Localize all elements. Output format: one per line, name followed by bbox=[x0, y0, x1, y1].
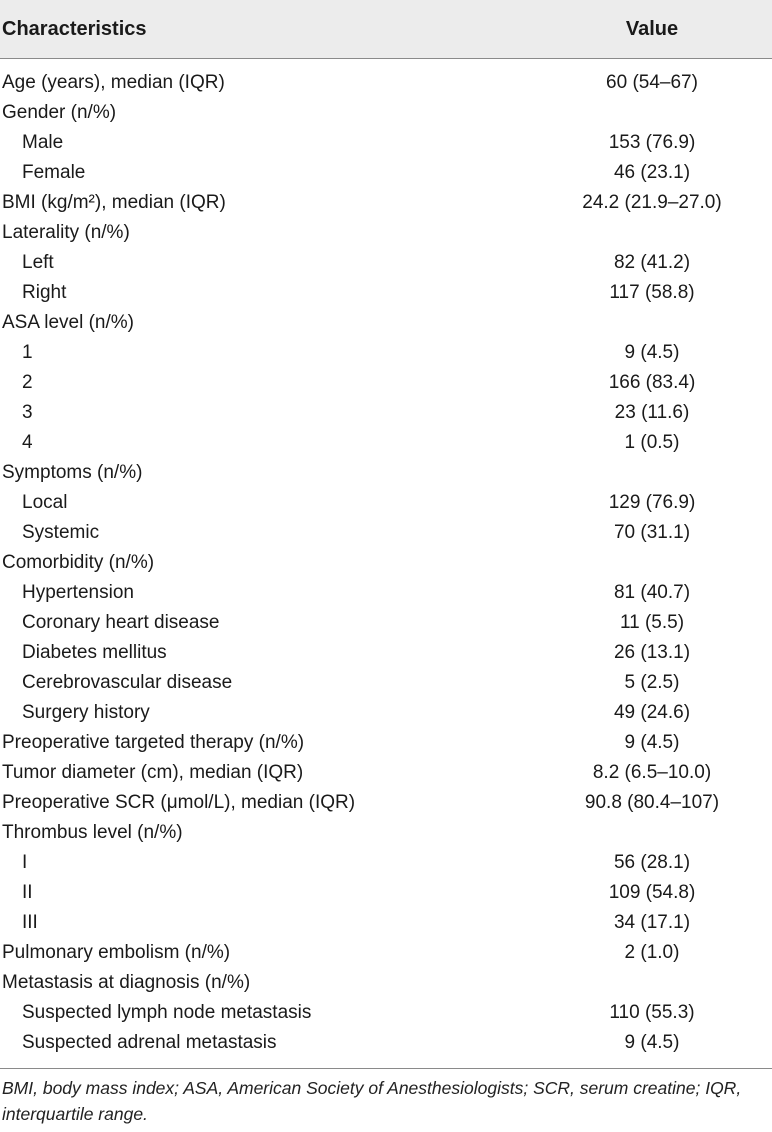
table-row bbox=[0, 818, 772, 848]
row-label: Male bbox=[22, 132, 64, 153]
row-value: 110 (55.3) bbox=[609, 1002, 695, 1023]
row-label: Suspected lymph node metastasis bbox=[22, 1002, 312, 1023]
table-row bbox=[0, 938, 772, 968]
table-header bbox=[0, 0, 772, 58]
row-label: Tumor diameter (cm), median (IQR) bbox=[2, 762, 304, 783]
row-value: 166 (83.4) bbox=[608, 372, 696, 393]
row-value: 117 (58.8) bbox=[609, 282, 695, 303]
table-row bbox=[0, 218, 772, 248]
row-value: 23 (11.6) bbox=[614, 402, 690, 423]
table-footnote: BMI, body mass index; ASA, American Society of Anesthesiologists; SCR, serum creatine; IQR, interquartile range. bbox=[2, 1078, 742, 1124]
row-label: Pulmonary embolism (n/%) bbox=[2, 942, 231, 963]
row-label: Coronary heart disease bbox=[22, 612, 220, 633]
row-value: 2 (1.0) bbox=[624, 942, 680, 963]
table-row bbox=[0, 128, 772, 158]
table-row bbox=[0, 488, 772, 518]
row-value: 24.2 (21.9–27.0) bbox=[582, 192, 722, 213]
table-row bbox=[0, 398, 772, 428]
table-row bbox=[0, 908, 772, 938]
table-row bbox=[0, 188, 772, 218]
row-label: Comorbidity (n/%) bbox=[2, 552, 155, 573]
row-label: I bbox=[22, 852, 28, 873]
row-value: 9 (4.5) bbox=[624, 1032, 680, 1053]
row-value: 46 (23.1) bbox=[613, 162, 691, 183]
table-row bbox=[0, 278, 772, 308]
table-row bbox=[0, 848, 772, 878]
row-value: 8.2 (6.5–10.0) bbox=[592, 762, 712, 783]
table-row bbox=[0, 308, 772, 338]
row-value: 129 (76.9) bbox=[608, 492, 696, 513]
row-label: Right bbox=[22, 282, 67, 303]
row-value: 153 (76.9) bbox=[608, 132, 696, 153]
table-row bbox=[0, 68, 772, 98]
row-label: III bbox=[22, 912, 38, 933]
table-row bbox=[0, 878, 772, 908]
row-label: Suspected adrenal metastasis bbox=[22, 1032, 277, 1053]
row-value: 26 (13.1) bbox=[613, 642, 691, 663]
row-label: Hypertension bbox=[22, 582, 134, 603]
row-label: Symptoms (n/%) bbox=[2, 462, 143, 483]
table-row bbox=[0, 998, 772, 1028]
row-value: 60 (54–67) bbox=[606, 72, 698, 93]
row-label: II bbox=[22, 882, 33, 903]
row-label: Female bbox=[22, 162, 86, 183]
row-label: Age (years), median (IQR) bbox=[2, 72, 225, 93]
row-label: Preoperative SCR (μmol/L), median (IQR) bbox=[2, 792, 356, 813]
table-row bbox=[0, 428, 772, 458]
row-value: 70 (31.1) bbox=[613, 522, 691, 543]
row-value: 109 (54.8) bbox=[608, 882, 696, 903]
row-label: Left bbox=[22, 252, 54, 273]
row-label: Diabetes mellitus bbox=[22, 642, 167, 663]
table-row bbox=[0, 248, 772, 278]
table-row bbox=[0, 1028, 772, 1058]
table-row bbox=[0, 338, 772, 368]
table-row bbox=[0, 758, 772, 788]
value-header: Value bbox=[625, 18, 679, 40]
table-row bbox=[0, 548, 772, 578]
row-label: Laterality (n/%) bbox=[2, 222, 130, 243]
row-label: 2 bbox=[22, 372, 33, 393]
row-value: 9 (4.5) bbox=[624, 732, 680, 753]
row-value: 82 (41.2) bbox=[613, 252, 691, 273]
table-row bbox=[0, 518, 772, 548]
row-label: ASA level (n/%) bbox=[2, 312, 134, 333]
table-body bbox=[0, 68, 772, 1058]
row-label: 1 bbox=[22, 342, 33, 363]
table-row bbox=[0, 458, 772, 488]
table-row bbox=[0, 638, 772, 668]
row-label: Preoperative targeted therapy (n/%) bbox=[2, 732, 305, 753]
row-value: 1 (0.5) bbox=[624, 432, 680, 453]
row-label: Gender (n/%) bbox=[2, 102, 117, 123]
row-label: 4 bbox=[22, 432, 33, 453]
table-row bbox=[0, 668, 772, 698]
row-label: Metastasis at diagnosis (n/%) bbox=[2, 972, 251, 993]
table-row bbox=[0, 158, 772, 188]
table-row bbox=[0, 698, 772, 728]
table-row bbox=[0, 98, 772, 128]
row-label: Cerebrovascular disease bbox=[22, 672, 233, 693]
row-value: 34 (17.1) bbox=[613, 912, 691, 933]
row-label: Local bbox=[22, 492, 68, 513]
table-row bbox=[0, 368, 772, 398]
row-value: 90.8 (80.4–107) bbox=[584, 792, 720, 813]
characteristics-header: Characteristics bbox=[2, 18, 147, 40]
row-label: Surgery history bbox=[22, 702, 150, 723]
row-value: 9 (4.5) bbox=[624, 342, 680, 363]
bottom-rule bbox=[0, 1068, 772, 1069]
row-value: 49 (24.6) bbox=[613, 702, 691, 723]
table-row bbox=[0, 608, 772, 638]
row-label: Thrombus level (n/%) bbox=[2, 822, 183, 843]
row-value: 56 (28.1) bbox=[613, 852, 691, 873]
row-value: 81 (40.7) bbox=[613, 582, 691, 603]
header-rule bbox=[0, 58, 772, 59]
table-row bbox=[0, 788, 772, 818]
row-label: BMI (kg/m²), median (IQR) bbox=[2, 192, 226, 213]
table-row bbox=[0, 578, 772, 608]
table-row bbox=[0, 968, 772, 998]
table-row bbox=[0, 728, 772, 758]
row-label: 3 bbox=[22, 402, 33, 423]
row-label: Systemic bbox=[22, 522, 100, 543]
row-value: 5 (2.5) bbox=[624, 672, 680, 693]
row-value: 11 (5.5) bbox=[619, 612, 685, 633]
